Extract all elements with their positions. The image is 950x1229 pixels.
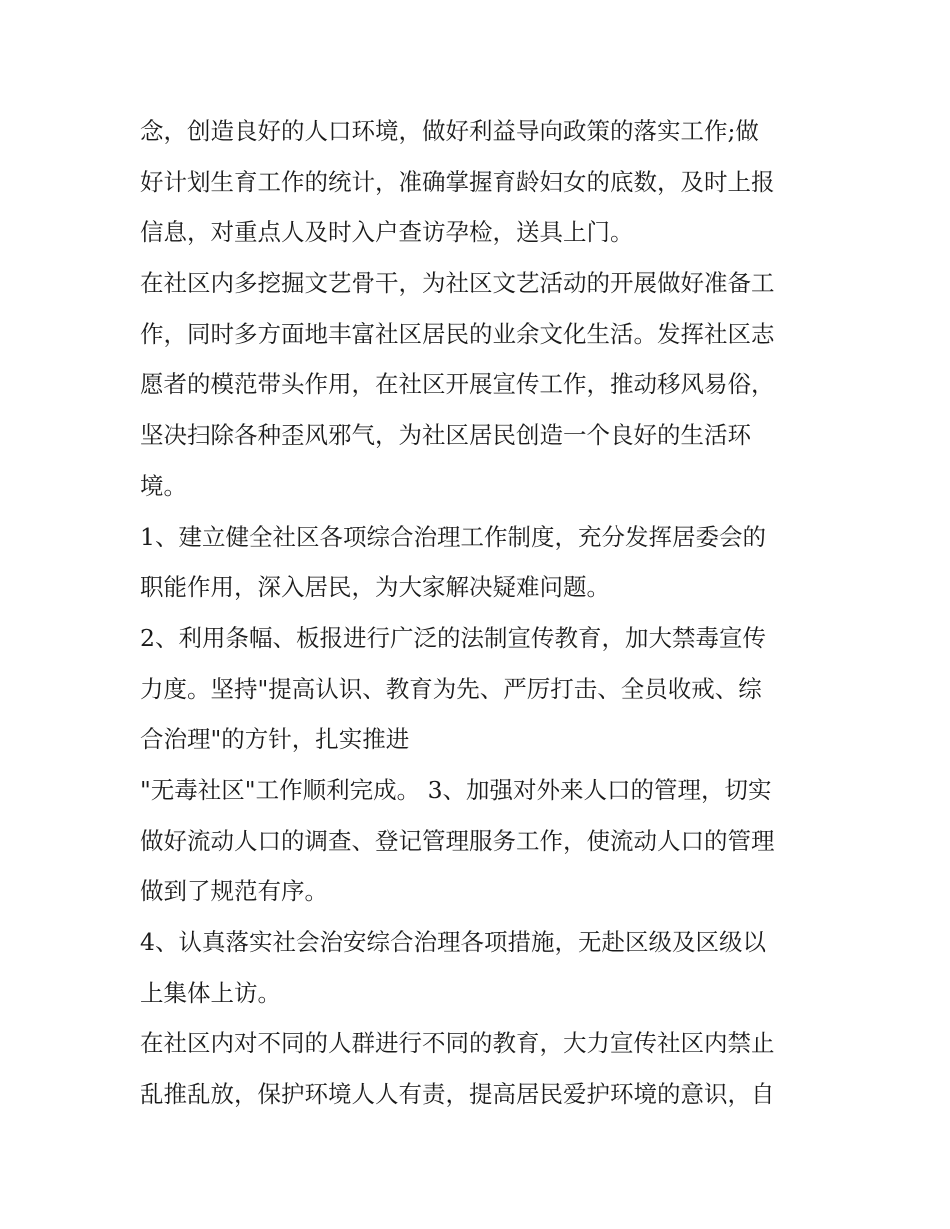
text-line: 乱推乱放，保护环境人人有责，提高居民爱护环境的意识，自 [140, 1080, 775, 1109]
text-line: 做到了规范有序。 [140, 877, 328, 906]
document-body [140, 106, 820, 1120]
text-line: 合治理"的方针，扎实推进 [140, 725, 410, 754]
text-line: 在社区内对不同的人群进行不同的教育，大力宣传社区内禁止 [140, 1029, 775, 1058]
text-line: 4、认真落实社会治安综合治理各项措施，无赴区级及区级以 [140, 928, 766, 956]
text-line: 在社区内多挖掘文艺骨干，为社区文艺活动的开展做好准备工 [140, 269, 775, 298]
text-line: "无毒社区"工作顺利完成。 3、加强对外来人口的管理，切实 [140, 775, 772, 804]
text-line: 力度。坚持"提高认识、教育为先、严厉打击、全员收戒、综 [140, 674, 762, 703]
text-line: 做好流动人口的调查、登记管理服务工作，使流动人口的管理 [140, 826, 775, 855]
text-line: 坚决扫除各种歪风邪气，为社区居民创造一个良好的生活环 [140, 421, 751, 450]
text-line: 上集体上访。 [140, 978, 281, 1007]
text-line: 2、利用条幅、板报进行广泛的法制宣传教育，加大禁毒宣传 [140, 623, 766, 652]
text-line: 境。 [140, 471, 187, 500]
text-line: 愿者的模范带头作用，在社区开展宣传工作，推动移风易俗， [140, 370, 775, 399]
text-line: 1、建立健全社区各项综合治理工作制度，充分发挥居委会的 [140, 522, 766, 551]
text-line: 念，创造良好的人口环境，做好利益导向政策的落实工作;做 [140, 117, 759, 145]
text-line: 作，同时多方面地丰富社区居民的业余文化生活。发挥社区志 [140, 319, 775, 348]
text-line: 信息，对重点人及时入户查访孕检，送具上门。 [140, 218, 634, 247]
text-line: 职能作用，深入居民，为大家解决疑难问题。 [140, 573, 610, 602]
text-line: 好计划生育工作的统计，准确掌握育龄妇女的底数，及时上报 [140, 167, 775, 196]
